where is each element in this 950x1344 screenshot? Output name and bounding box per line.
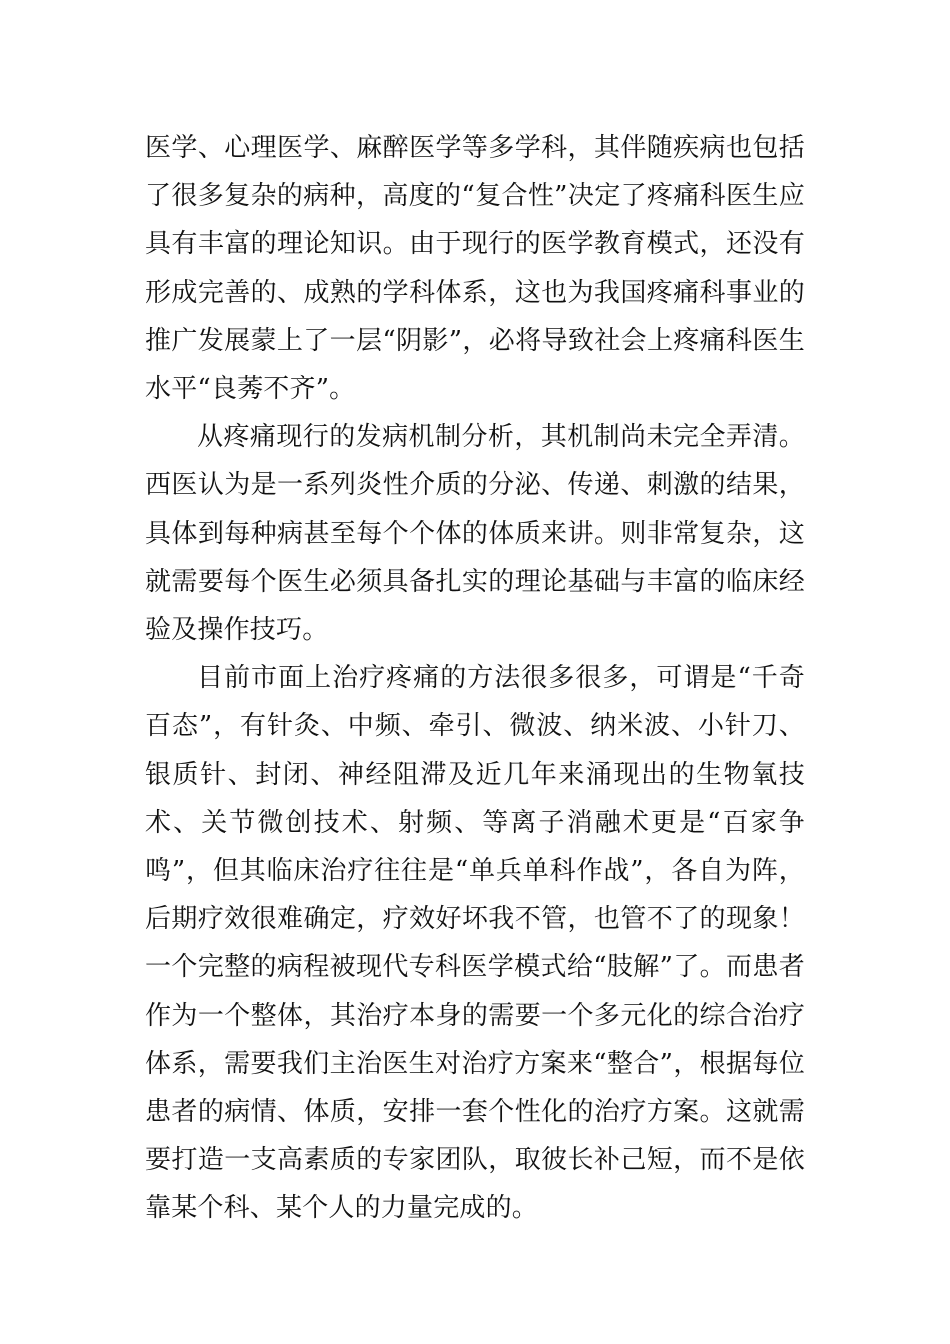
document-page: [145, 124, 805, 1233]
paragraph-pain-mechanism: 从疼痛现行的发病机制分析，其机制尚未完全弄清。西医认为是一系列炎性介质的分泌、传递、刺激的结果，具体到每种病甚至每个个体的体质来讲。则非常复杂，这就需要每个医生必须具备扎实的理论基础与丰富的临床经验及操作技巧。: [145, 422, 805, 646]
paragraph-continuation: 医学、心理医学、麻醉医学等多学科，其伴随疾病也包括了很多复杂的病种，高度的“复合性”决定了疼痛科医生应具有丰富的理论知识。由于现行的医学教育模式，还没有形成完善的、成熟的学科体系，这也为我国疼痛科事业的推广发展蒙上了一层“阴影”，必将导致社会上疼痛科医生水平“良莠不齐”。: [145, 133, 805, 405]
paragraph-treatment-methods: 目前市面上治疗疼痛的方法很多很多，可谓是“千奇百态”，有针灸、中频、牵引、微波、纳米波、小针刀、银质针、封闭、神经阻滞及近几年来涌现出的生物氧技术、关节微创技术、射频、等离子消融术更是“百家争鸣”，但其临床治疗往往是“单兵单科作战”，各自为阵，后期疗效很难确定，疗效好坏我不管，也管不了的现象！一个完整的病程被现代专科医学模式给“肢解”了。而患者作为一个整体，其治疗本身的需要一个多元化的综合治疗体系，需要我们主治医生对治疗方案来“整合”，根据每位患者的病情、体质，安排一套个性化的治疗方案。这就需要打造一支高素质的专家团队，取彼长补己短，而不是依靠某个科、某个人的力量完成的。: [145, 663, 805, 1224]
